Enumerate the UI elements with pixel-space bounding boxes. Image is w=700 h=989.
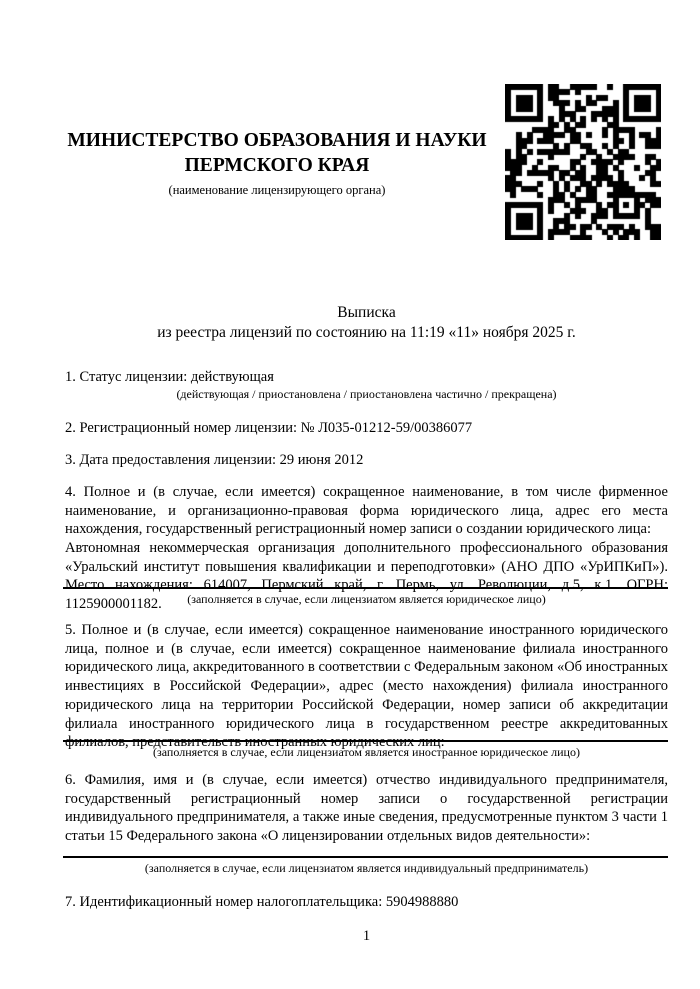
document-title-line2: из реестра лицензий по состоянию на 11:19 «11» ноября 2025 г. (157, 323, 576, 341)
foreign-entity-caption: (заполняется в случае, если лицензиатом является иностранное юридическое лицо) (153, 745, 580, 759)
qr-code-icon (505, 84, 661, 240)
license-status: 1. Статус лицензии: действующая (65, 369, 274, 385)
legal-entity-field-value: Автономная некоммерческая организация дополнительного профессионального образования «Уральский институт повышения квалификации и переподготовки» (АНО ДПО «УрИПКиП»). Место нахождения: 614007, Пермский край, г. Пермь, ул. Революции, д.5, к.1. ОГРН: 1125900001182. (65, 540, 668, 613)
ministry-name-line2: ПЕРМСКОГО КРАЯ (184, 155, 370, 176)
licensing-authority-header (60, 128, 494, 198)
legal-entity-field-label: 4. Полное и (в случае, если имеется) сокращенное наименование, в том числе фирменное наименование, и организационно-правовая форма юридического лица, адрес его места нахождения, государственный регистрационный номер записи о создании юридического лица: (65, 484, 668, 538)
entrepreneur-field-label: 6. Фамилия, имя и (в случае, если имеется) отчество индивидуального предпринимателя, государственный регистрационный номер записи о государственной регистрации индивидуального предпринимателя, а также иные сведения, предусмотренные пунктом 3 части 1 статьи 15 Федерального закона «О лицензировании отдельных видов деятельности»: (65, 772, 668, 845)
page-number: 1 (362, 928, 371, 944)
ministry-name-line1: МИНИСТЕРСТВО ОБРАЗОВАНИЯ И НАУКИ (67, 130, 487, 151)
entrepreneur-underline (63, 856, 668, 858)
document-title (65, 303, 668, 342)
entrepreneur-caption: (заполняется в случае, если лицензиатом является индивидуальный предприниматель) (144, 861, 589, 875)
license-grant-date: 3. Дата предоставления лицензии: 29 июня 2012 (65, 452, 364, 468)
legal-entity-caption: (заполняется в случае, если лицензиатом является юридическое лицо) (187, 592, 546, 606)
legal-entity-underline (63, 587, 668, 589)
ministry-caption: (наименование лицензирующего органа) (168, 183, 386, 197)
license-status-caption: (действующая / приостановлена / приостановлена частично / прекращена) (176, 387, 557, 401)
document-title-line1: Выписка (337, 304, 396, 321)
license-registration-number: 2. Регистрационный номер лицензии: № Л035-01212-59/00386077 (65, 420, 473, 436)
foreign-entity-field-label: 5. Полное и (в случае, если имеется) сокращенное наименование иностранного юридического лица, полное и (в случае, если имеется) сокращенное наименование филиала иностранного юридического лица, аккредитованного в соответствии с Федеральным законом «Об иностранных инвестициях в Российской Федерации», адрес (место нахождения) филиала иностранного юридического лица на территории Российской Федерации, номер записи об аккредитации филиала иностранного юридического лица в государственном реестре аккредитованных филиалов, представительств иностранных юридических лиц: (65, 622, 668, 751)
foreign-entity-underline (63, 740, 668, 742)
taxpayer-id: 7. Идентификационный номер налогоплательщика: 5904988880 (65, 894, 459, 910)
